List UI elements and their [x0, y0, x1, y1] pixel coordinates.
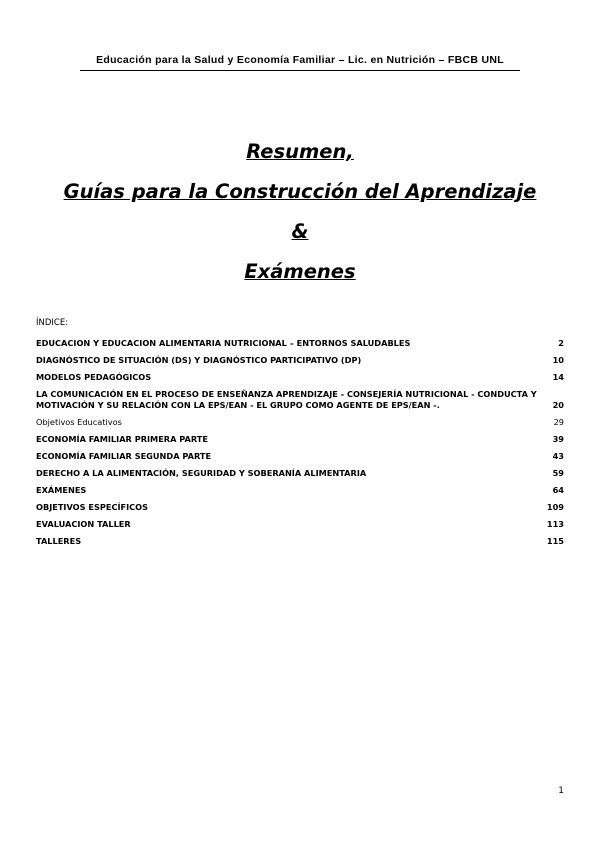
page-header: Educación para la Salud y Economía Familiar – Lic. en Nutrición – FBCB UNL [80, 52, 520, 71]
toc-entry-label: DIAGNÓSTICO DE SITUACIÓN (DS) Y DIAGNÓSTICO PARTICIPATIVO (DP) [36, 355, 362, 365]
toc-entry-page: 10 [552, 355, 564, 365]
toc-entry[interactable] [36, 389, 564, 411]
toc-entry-label: EVALUACION TALLER [36, 519, 131, 529]
toc-entry-label: OBJETIVOS ESPECÍFICOS [36, 502, 149, 512]
toc-heading: ÍNDICE: [36, 318, 69, 328]
toc-entry-page: 59 [552, 468, 564, 478]
toc-entry[interactable] [36, 502, 564, 513]
page-number: 1 [558, 786, 564, 796]
toc-entry-label: LA COMUNICACIÓN EN EL PROCESO DE ENSEÑANZA APRENDIZAJE - CONSEJERÍA NUTRICIONAL - CONDUCTA Y MOTIVACIÓN Y SU RELACIÓN CON LA EPS/EAN - EL GRUPO COMO AGENTE DE EPS/EAN -. [36, 389, 537, 410]
toc-entry-label: MODELOS PEDAGÓGICOS [36, 372, 152, 382]
table-of-contents [36, 318, 564, 553]
toc-entry[interactable] [36, 536, 564, 547]
toc-entry-page: 29 [553, 417, 564, 427]
toc-entry-page: 14 [552, 372, 564, 382]
toc-entry-page: 115 [546, 536, 564, 546]
toc-entry-page: 2 [558, 338, 564, 348]
toc-entry-label: TALLERES [36, 536, 82, 546]
toc-entry-page: 64 [552, 485, 564, 495]
toc-entry-label: DERECHO A LA ALIMENTACIÓN, SEGURIDAD Y SOBERANÍA ALIMENTARIA [36, 468, 367, 478]
toc-entry-label: Objetivos Educativos [36, 417, 122, 427]
toc-entry[interactable] [36, 434, 564, 445]
toc-entry[interactable] [36, 372, 564, 383]
toc-entry-page: 113 [546, 519, 564, 529]
toc-entry[interactable] [36, 468, 564, 479]
title-line-4: Exámenes [244, 260, 356, 283]
toc-entry[interactable] [36, 451, 564, 462]
toc-entry-page: 20 [552, 400, 564, 410]
toc-entry-label: EDUCACION Y EDUCACION ALIMENTARIA NUTRICIONAL – ENTORNOS SALUDABLES [36, 338, 411, 348]
toc-entry[interactable] [36, 519, 564, 530]
title-line-1: Resumen, [246, 140, 354, 163]
title-line-3: & [291, 220, 309, 243]
toc-entry-label: ECONOMÍA FAMILIAR PRIMERA PARTE [36, 434, 208, 444]
toc-entry[interactable] [36, 338, 564, 349]
toc-entry[interactable] [36, 417, 564, 428]
toc-entry[interactable] [36, 355, 564, 366]
title-line-2: Guías para la Construcción del Aprendizaje [63, 180, 537, 203]
toc-entry-page: 39 [552, 434, 564, 444]
document-title [0, 132, 600, 292]
toc-entry-label: ECONOMÍA FAMILIAR SEGUNDA PARTE [36, 451, 212, 461]
toc-entry-page: 43 [552, 451, 564, 461]
toc-entry-page: 109 [546, 502, 564, 512]
toc-entry-label: EXÁMENES [36, 485, 87, 495]
toc-entry[interactable] [36, 485, 564, 496]
